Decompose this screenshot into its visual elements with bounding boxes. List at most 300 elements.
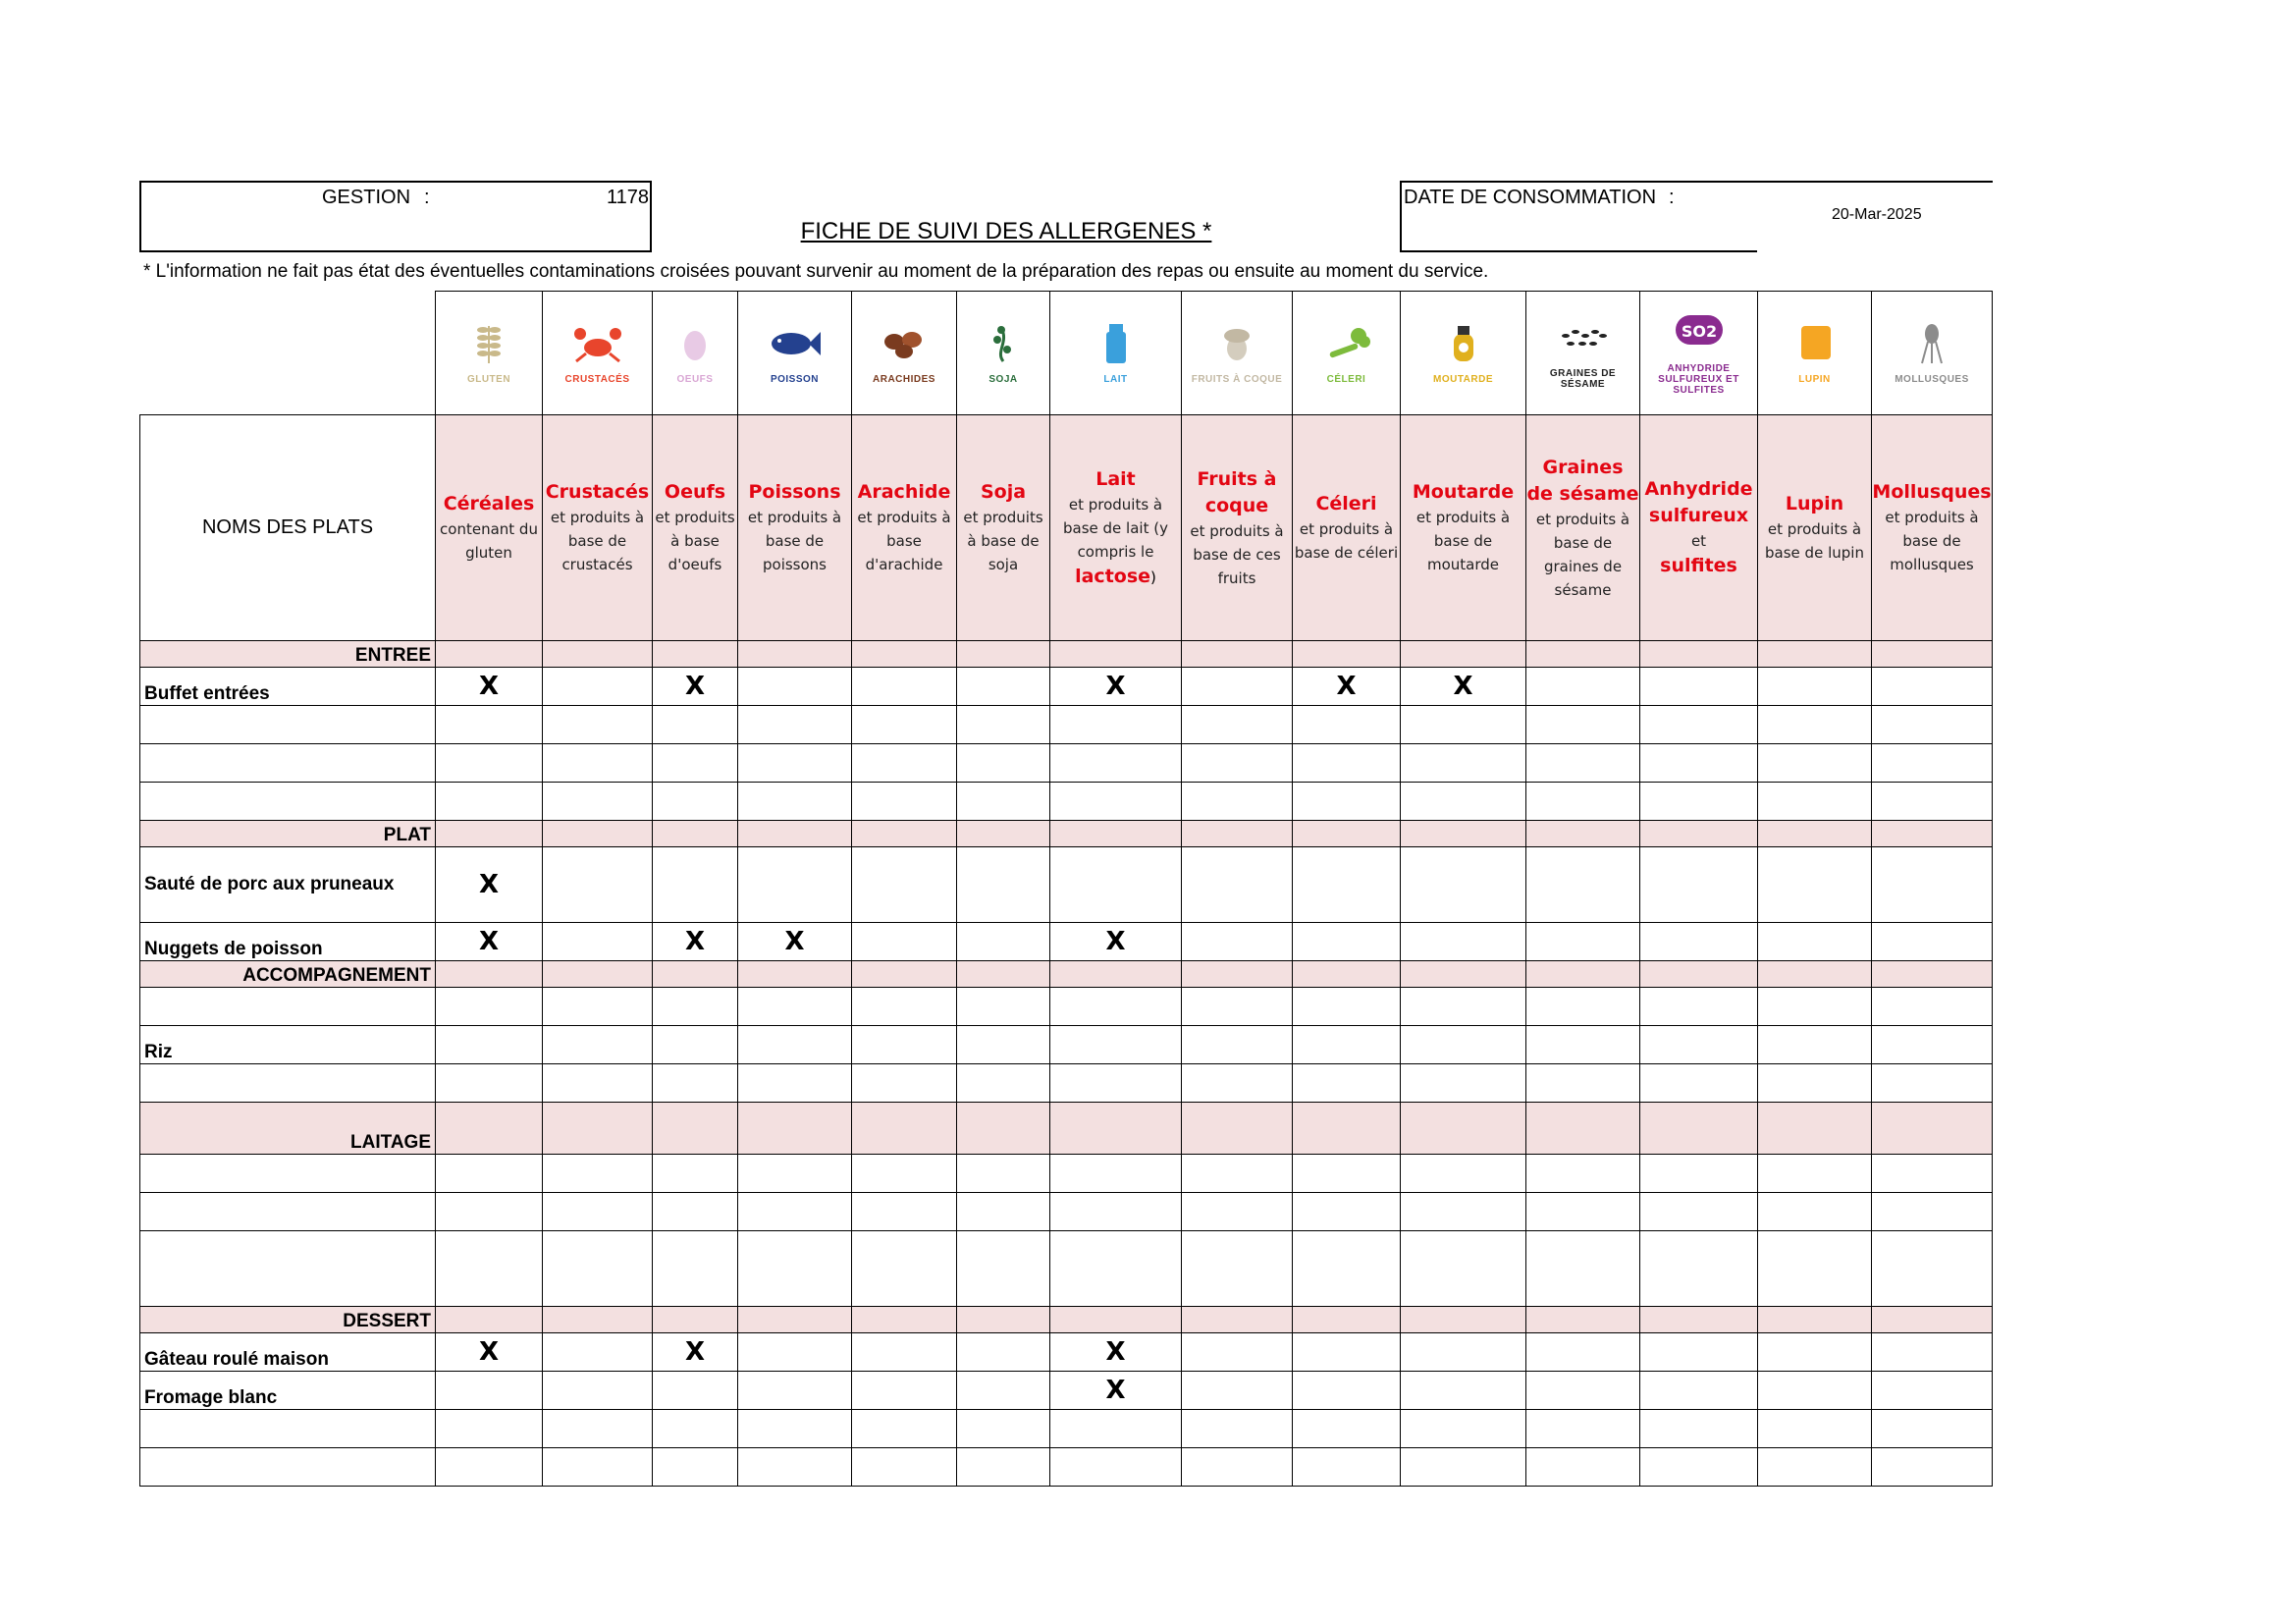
allergen-header-10 <box>1401 415 1526 641</box>
allergen-mark-cell <box>738 1155 852 1193</box>
allergen-icon-caption: LAIT <box>1103 373 1128 385</box>
allergen-mark-cell <box>852 1372 957 1410</box>
allergen-mark-cell <box>1050 1372 1182 1410</box>
lupin-icon <box>1788 322 1842 370</box>
allergen-mark-cell <box>1640 847 1758 923</box>
allergen-name: Oeufs <box>664 481 726 503</box>
date-box-underline <box>1400 250 1757 252</box>
allergen-mark-cell <box>1758 1103 1872 1155</box>
allergen-mark-cell <box>436 1333 543 1372</box>
allergen-mark-cell <box>1640 641 1758 668</box>
allergen-icon-caption: ARACHIDES <box>873 373 935 385</box>
allergen-mark-cell <box>1872 923 1993 961</box>
allergen-mark-cell <box>957 847 1050 923</box>
allergen-mark-cell <box>1526 1410 1640 1448</box>
allergen-mark-cell <box>436 668 543 706</box>
allergen-description: et <box>1690 532 1707 550</box>
allergen-mark-cell <box>653 1231 738 1307</box>
section-row <box>140 641 1993 668</box>
table-row <box>140 1372 1993 1410</box>
allergen-mark-cell <box>1640 1410 1758 1448</box>
allergen-mark-cell <box>1526 744 1640 783</box>
dish-names-header: NOMS DES PLATS <box>140 415 436 641</box>
allergen-mark-cell <box>543 783 653 821</box>
allergen-present-mark: X <box>684 672 706 701</box>
allergen-mark-cell <box>738 1103 852 1155</box>
allergen-mark-cell <box>1182 1333 1293 1372</box>
section-label: LAITAGE <box>140 1103 436 1155</box>
allergen-mark-cell <box>1401 1448 1526 1487</box>
dish-name: Sauté de porc aux pruneaux <box>140 847 436 923</box>
allergen-icon-cell <box>852 292 957 415</box>
allergen-mark-cell <box>1050 847 1182 923</box>
allergen-mark-cell <box>1050 1307 1182 1333</box>
allergen-mark-cell <box>436 1103 543 1155</box>
allergen-mark-cell <box>1401 706 1526 744</box>
allergen-mark-cell <box>543 706 653 744</box>
allergen-mark-cell <box>1872 706 1993 744</box>
allergen-mark-cell <box>1401 744 1526 783</box>
allergen-mark-cell <box>1401 1103 1526 1155</box>
allergen-mark-cell <box>1872 1448 1993 1487</box>
allergen-mark-cell <box>543 1410 653 1448</box>
allergen-mark-cell <box>1526 1064 1640 1103</box>
dish-name: Fromage blanc <box>140 1372 436 1410</box>
allergen-mark-cell <box>852 641 957 668</box>
allergen-mark-cell <box>957 1064 1050 1103</box>
allergen-mark-cell <box>653 847 738 923</box>
acorn-icon <box>1209 322 1264 370</box>
allergen-mark-cell <box>1640 1333 1758 1372</box>
allergen-description: et produits à base de lupin <box>1765 520 1864 562</box>
allergen-mark-cell <box>543 1193 653 1231</box>
allergen-mark-cell <box>1293 706 1401 744</box>
allergen-mark-cell <box>1640 706 1758 744</box>
allergen-name-extra: lactose <box>1075 565 1151 587</box>
allergen-mark-cell <box>852 668 957 706</box>
table-row <box>140 744 1993 783</box>
allergen-mark-cell <box>852 1448 957 1487</box>
allergen-mark-cell <box>1182 783 1293 821</box>
allergen-mark-cell <box>1401 783 1526 821</box>
allergen-icon-caption: ANHYDRIDE SULFUREUX ET SULFITES <box>1658 362 1739 396</box>
allergen-mark-cell <box>1050 641 1182 668</box>
allergen-mark-cell <box>436 961 543 988</box>
allergen-mark-cell <box>1050 1103 1182 1155</box>
allergen-mark-cell <box>1758 1448 1872 1487</box>
allergen-mark-cell <box>1640 744 1758 783</box>
allergen-mark-cell <box>1182 1307 1293 1333</box>
allergen-mark-cell <box>1401 923 1526 961</box>
allergen-mark-cell <box>1758 783 1872 821</box>
table-row <box>140 1448 1993 1487</box>
allergen-mark-cell <box>1526 1155 1640 1193</box>
allergen-description: et produits à base d'oeufs <box>655 509 735 573</box>
allergen-mark-cell <box>543 744 653 783</box>
allergen-mark-cell <box>1293 1103 1401 1155</box>
allergen-name-row <box>140 415 1993 641</box>
allergen-mark-cell <box>1050 1026 1182 1064</box>
allergen-mark-cell <box>1526 783 1640 821</box>
allergen-mark-cell <box>1182 821 1293 847</box>
allergen-mark-cell <box>1401 988 1526 1026</box>
allergen-header-12 <box>1640 415 1758 641</box>
table-row <box>140 988 1993 1026</box>
allergen-mark-cell <box>436 1307 543 1333</box>
allergen-mark-cell <box>1182 668 1293 706</box>
date-value: 20-Mar-2025 <box>1832 206 1922 223</box>
dish-name <box>140 988 436 1026</box>
allergen-name: Anhydride sulfureux <box>1644 478 1753 526</box>
disclaimer-note: * L'information ne fait pas état des éventuelles contaminations croisées pouvant survenir au moment de la préparation des repas ou ensuite au moment du service. <box>143 261 1489 282</box>
allergen-mark-cell <box>1640 1448 1758 1487</box>
allergen-mark-cell <box>738 1372 852 1410</box>
allergen-mark-cell <box>1050 668 1182 706</box>
allergen-mark-cell <box>1758 1372 1872 1410</box>
allergen-mark-cell <box>957 821 1050 847</box>
allergen-mark-cell <box>653 1193 738 1231</box>
allergen-mark-cell <box>543 1231 653 1307</box>
allergen-mark-cell <box>436 706 543 744</box>
allergen-mark-cell <box>1640 783 1758 821</box>
allergen-mark-cell <box>957 923 1050 961</box>
allergen-mark-cell <box>653 988 738 1026</box>
allergen-mark-cell <box>1293 923 1401 961</box>
crab-icon <box>570 322 625 370</box>
allergen-mark-cell <box>852 1410 957 1448</box>
allergen-mark-cell <box>1526 1372 1640 1410</box>
allergen-icon-cell <box>1640 292 1758 415</box>
allergen-header-6 <box>957 415 1050 641</box>
allergen-mark-cell <box>1526 847 1640 923</box>
dish-name <box>140 1064 436 1103</box>
allergen-header-5 <box>852 415 957 641</box>
allergen-mark-cell <box>653 706 738 744</box>
allergen-mark-cell <box>1758 1026 1872 1064</box>
allergen-mark-cell <box>436 821 543 847</box>
allergen-mark-cell <box>957 641 1050 668</box>
allergen-mark-cell <box>1182 1026 1293 1064</box>
soy-icon <box>976 322 1031 370</box>
allergen-mark-cell <box>1526 1103 1640 1155</box>
allergen-mark-cell <box>1182 641 1293 668</box>
so2-icon <box>1672 311 1727 359</box>
allergen-mark-cell <box>1293 1372 1401 1410</box>
allergen-name: Poissons <box>748 481 841 503</box>
document-title: FICHE DE SUIVI DES ALLERGENES * <box>800 218 1212 244</box>
allergen-mark-cell <box>543 1103 653 1155</box>
allergen-mark-cell <box>1640 923 1758 961</box>
dish-name <box>140 1155 436 1193</box>
allergen-icon-cell <box>1050 292 1182 415</box>
allergen-mark-cell <box>1293 1448 1401 1487</box>
allergen-icon-cell <box>1758 292 1872 415</box>
allergen-mark-cell <box>1640 821 1758 847</box>
allergen-mark-cell <box>653 668 738 706</box>
allergen-mark-cell <box>1293 783 1401 821</box>
allergen-mark-cell <box>738 988 852 1026</box>
allergen-header-1 <box>436 415 543 641</box>
allergen-mark-cell <box>1050 1333 1182 1372</box>
allergen-mark-cell <box>1182 744 1293 783</box>
allergen-header-3 <box>653 415 738 641</box>
allergen-mark-cell <box>1526 1307 1640 1333</box>
allergen-mark-cell <box>543 1155 653 1193</box>
allergen-mark-cell <box>436 1231 543 1307</box>
allergen-mark-cell <box>1293 744 1401 783</box>
gestion-label: GESTION <box>322 187 411 208</box>
allergen-mark-cell <box>1401 1372 1526 1410</box>
dish-name <box>140 1193 436 1231</box>
allergen-mark-cell <box>852 706 957 744</box>
allergen-mark-cell <box>852 744 957 783</box>
allergen-mark-cell <box>543 923 653 961</box>
fish-icon <box>768 322 823 370</box>
allergen-mark-cell <box>1401 961 1526 988</box>
allergen-mark-cell <box>1182 1410 1293 1448</box>
allergen-mark-cell <box>1640 988 1758 1026</box>
allergen-mark-cell <box>1401 1155 1526 1193</box>
allergen-mark-cell <box>436 1410 543 1448</box>
allergen-mark-cell <box>738 744 852 783</box>
allergen-mark-cell <box>653 1026 738 1064</box>
table-row <box>140 1231 1993 1307</box>
allergen-icon-caption: GLUTEN <box>466 373 511 385</box>
allergen-mark-cell <box>1182 1231 1293 1307</box>
allergen-mark-cell <box>1401 668 1526 706</box>
allergen-mark-cell <box>1758 988 1872 1026</box>
allergen-name: Mollusques <box>1872 481 1992 503</box>
allergen-mark-cell <box>957 783 1050 821</box>
allergen-mark-cell <box>653 1410 738 1448</box>
allergen-mark-cell <box>1872 668 1993 706</box>
allergen-mark-cell <box>1872 641 1993 668</box>
allergen-name: Graines de sésame <box>1526 456 1639 505</box>
allergen-mark-cell <box>436 1193 543 1231</box>
allergen-present-mark: X <box>1336 672 1357 701</box>
section-label: DESSERT <box>140 1307 436 1333</box>
allergen-present-mark: X <box>784 927 805 956</box>
allergen-mark-cell <box>1640 1307 1758 1333</box>
allergen-mark-cell <box>1182 961 1293 988</box>
table-row <box>140 668 1993 706</box>
allergen-mark-cell <box>543 1372 653 1410</box>
allergen-mark-cell <box>738 1231 852 1307</box>
allergen-header-4 <box>738 415 852 641</box>
allergen-mark-cell <box>957 668 1050 706</box>
allergen-mark-cell <box>1182 988 1293 1026</box>
allergen-mark-cell <box>1872 961 1993 988</box>
allergen-mark-cell <box>1293 1064 1401 1103</box>
allergen-mark-cell <box>653 1307 738 1333</box>
allergen-icon-caption: MOUTARDE <box>1432 373 1494 385</box>
allergen-mark-cell <box>1401 1064 1526 1103</box>
allergen-mark-cell <box>1640 1231 1758 1307</box>
allergen-icon-caption: LUPIN <box>1798 373 1831 385</box>
allergen-name-extra: sulfites <box>1660 555 1737 576</box>
allergen-icon-cell <box>653 292 738 415</box>
allergen-mark-cell <box>852 1333 957 1372</box>
allergen-icon-caption: GRAINES DE SÉSAME <box>1549 368 1617 390</box>
allergen-mark-cell <box>738 641 852 668</box>
dish-name <box>140 1231 436 1307</box>
allergen-mark-cell <box>1050 961 1182 988</box>
allergen-mark-cell <box>1872 1064 1993 1103</box>
gestion-value: 1178 <box>607 187 650 208</box>
allergen-mark-cell <box>852 783 957 821</box>
allergen-mark-cell <box>738 1333 852 1372</box>
dish-name: Nuggets de poisson <box>140 923 436 961</box>
allergen-mark-cell <box>653 1064 738 1103</box>
allergen-mark-cell <box>1526 1448 1640 1487</box>
allergen-description: et produits à base de crustacés <box>550 509 645 573</box>
allergen-mark-cell <box>1293 1307 1401 1333</box>
dish-name <box>140 783 436 821</box>
allergen-mark-cell <box>543 668 653 706</box>
allergen-mark-cell <box>1640 961 1758 988</box>
allergen-mark-cell <box>436 1026 543 1064</box>
allergen-mark-cell <box>738 1026 852 1064</box>
allergen-mark-cell <box>738 783 852 821</box>
svg-text:SO2: SO2 <box>1681 321 1717 341</box>
dish-name: Riz <box>140 1026 436 1064</box>
allergen-mark-cell <box>852 923 957 961</box>
allergen-mark-cell <box>738 1410 852 1448</box>
allergen-mark-cell <box>1293 1410 1401 1448</box>
dish-name <box>140 1410 436 1448</box>
allergen-name: Céleri <box>1315 493 1377 514</box>
allergen-mark-cell <box>1401 1231 1526 1307</box>
allergen-icon-cell <box>1401 292 1526 415</box>
allergen-mark-cell <box>852 1231 957 1307</box>
allergen-mark-cell <box>852 1307 957 1333</box>
table-row <box>140 1333 1993 1372</box>
table-row <box>140 847 1993 923</box>
allergen-mark-cell <box>1872 1026 1993 1064</box>
allergen-mark-cell <box>1526 923 1640 961</box>
allergen-mark-cell <box>543 988 653 1026</box>
allergen-mark-cell <box>1872 847 1993 923</box>
allergen-mark-cell <box>1872 988 1993 1026</box>
allergen-mark-cell <box>1872 1231 1993 1307</box>
dish-name <box>140 744 436 783</box>
allergen-icon-caption: MOLLUSQUES <box>1895 373 1969 385</box>
allergen-mark-cell <box>1050 744 1182 783</box>
allergen-mark-cell <box>1401 641 1526 668</box>
allergen-mark-cell <box>653 821 738 847</box>
allergen-present-mark: X <box>1105 672 1126 701</box>
allergen-mark-cell <box>1182 1448 1293 1487</box>
allergen-header-13 <box>1758 415 1872 641</box>
allergen-header-14 <box>1872 415 1993 641</box>
allergen-description: contenant du gluten <box>440 520 538 562</box>
allergen-mark-cell <box>1640 1103 1758 1155</box>
allergen-icon-cell <box>543 292 653 415</box>
allergen-mark-cell <box>1401 821 1526 847</box>
allergen-present-mark: X <box>478 870 500 899</box>
allergen-mark-cell <box>957 1410 1050 1448</box>
allergen-mark-cell <box>543 641 653 668</box>
allergen-mark-cell <box>1401 1193 1526 1231</box>
allergen-mark-cell <box>738 706 852 744</box>
allergen-mark-cell <box>957 1026 1050 1064</box>
allergen-mark-cell <box>653 961 738 988</box>
allergen-mark-cell <box>1526 1231 1640 1307</box>
section-row <box>140 1307 1993 1333</box>
section-row <box>140 821 1993 847</box>
allergen-icon-cell <box>738 292 852 415</box>
allergen-mark-cell <box>738 923 852 961</box>
allergen-present-mark: X <box>684 1337 706 1367</box>
allergen-name: Moutarde <box>1412 481 1515 503</box>
allergen-mark-cell <box>1050 923 1182 961</box>
allergen-mark-cell <box>1872 821 1993 847</box>
allergen-mark-cell <box>543 1064 653 1103</box>
allergen-mark-cell <box>1050 1448 1182 1487</box>
allergen-mark-cell <box>957 744 1050 783</box>
allergen-mark-cell <box>543 1448 653 1487</box>
allergen-icon-caption: CRUSTACÉS <box>564 373 630 385</box>
allergen-mark-cell <box>1526 988 1640 1026</box>
allergen-present-mark: X <box>1105 927 1126 956</box>
allergen-mark-cell <box>1758 1333 1872 1372</box>
allergen-mark-cell <box>1758 923 1872 961</box>
celery-icon <box>1319 322 1374 370</box>
allergen-mark-cell <box>653 1333 738 1372</box>
allergen-mark-cell <box>957 1448 1050 1487</box>
allergen-mark-cell <box>1872 744 1993 783</box>
allergen-icon-cell <box>1872 292 1993 415</box>
allergen-description: et produits à base de graines de sésame <box>1535 510 1630 599</box>
allergen-mark-cell <box>436 744 543 783</box>
allergen-mark-cell <box>1293 1026 1401 1064</box>
allergen-mark-cell <box>1526 1193 1640 1231</box>
allergen-extra-end: ) <box>1150 568 1156 586</box>
allergen-mark-cell <box>1050 988 1182 1026</box>
table-row <box>140 1064 1993 1103</box>
allergen-name: Soja <box>980 481 1027 503</box>
allergen-mark-cell <box>1758 641 1872 668</box>
allergen-description: et produits à base de moutarde <box>1415 509 1511 573</box>
allergen-present-mark: X <box>684 927 706 956</box>
allergen-mark-cell <box>436 1155 543 1193</box>
allergen-mark-cell <box>852 988 957 1026</box>
allergen-mark-cell <box>852 1155 957 1193</box>
allergen-description: et produits à base de céleri <box>1294 520 1399 562</box>
blank-corner <box>140 292 436 415</box>
allergen-mark-cell <box>1758 1155 1872 1193</box>
allergen-mark-cell <box>852 1026 957 1064</box>
allergen-mark-cell <box>1293 641 1401 668</box>
allergen-header-11 <box>1526 415 1640 641</box>
allergen-extra-line <box>1075 565 1156 587</box>
allergen-mark-cell <box>852 961 957 988</box>
allergen-mark-cell <box>1401 1026 1526 1064</box>
allergen-icon-cell <box>436 292 543 415</box>
allergen-description: et produits à base de ces fruits <box>1190 521 1284 587</box>
icon-row <box>140 292 1993 415</box>
allergen-name: Crustacés <box>545 481 650 503</box>
table-row <box>140 1193 1993 1231</box>
allergen-mark-cell <box>1758 1064 1872 1103</box>
allergen-mark-cell <box>957 1372 1050 1410</box>
allergen-mark-cell <box>1050 1231 1182 1307</box>
allergen-mark-cell <box>1182 1193 1293 1231</box>
allergen-icon-cell <box>957 292 1050 415</box>
allergen-mark-cell <box>1758 1193 1872 1231</box>
allergen-mark-cell <box>1293 961 1401 988</box>
allergen-mark-cell <box>1526 706 1640 744</box>
